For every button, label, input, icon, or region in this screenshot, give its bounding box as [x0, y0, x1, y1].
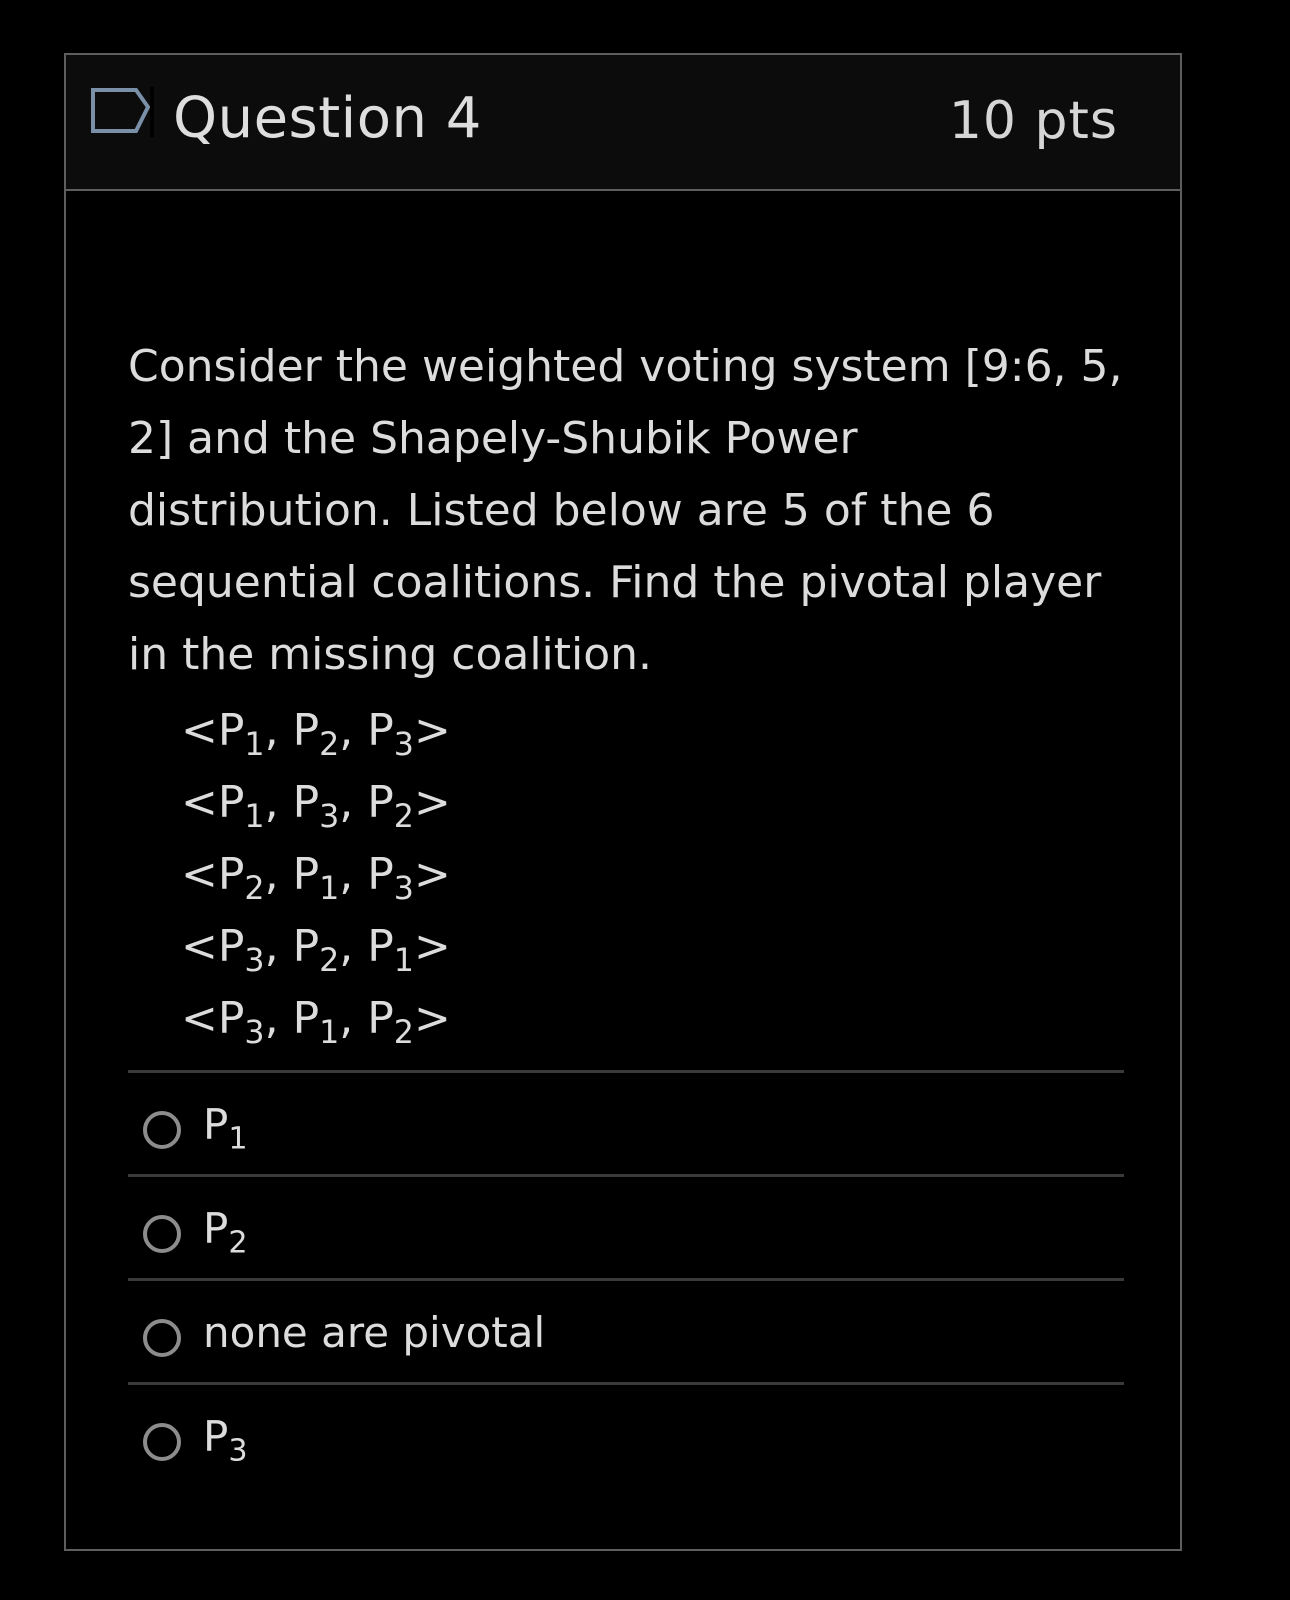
player-subscript: 3	[244, 1015, 265, 1052]
coalition-open: <	[181, 777, 218, 828]
answer-options	[128, 1070, 1124, 1486]
coalition-separator: ,	[264, 993, 293, 1044]
player-name: P	[217, 921, 245, 972]
coalition-item	[181, 767, 451, 839]
question-points: 10 pts	[948, 91, 1118, 151]
player-name: P	[203, 1100, 229, 1149]
coalition-separator: ,	[339, 849, 368, 900]
coalition-close: >	[413, 993, 451, 1044]
player-name: P	[367, 705, 394, 756]
answer-label[interactable]	[203, 1095, 248, 1155]
player-name: P	[367, 777, 394, 828]
coalition-close: >	[413, 849, 451, 900]
player-subscript: 3	[319, 799, 340, 836]
coalition-close: >	[413, 705, 451, 756]
coalition-open: <	[181, 993, 218, 1044]
player-name: P	[292, 777, 320, 828]
player-name: P	[217, 705, 245, 756]
answer-option-p2[interactable]	[128, 1174, 1124, 1278]
question-card	[64, 53, 1182, 1551]
player-name: P	[217, 993, 245, 1044]
coalition-item	[181, 695, 451, 767]
player-subscript: 2	[393, 799, 414, 836]
player-subscript: 2	[244, 871, 265, 908]
coalition-open: <	[181, 921, 218, 972]
player-subscript: 2	[319, 943, 340, 980]
player-subscript: 2	[319, 727, 340, 764]
player-subscript: 1	[228, 1121, 248, 1157]
answer-option-p3[interactable]	[128, 1382, 1124, 1486]
coalition-open: <	[181, 705, 218, 756]
coalition-close: >	[413, 777, 451, 828]
player-subscript: 3	[393, 727, 414, 764]
player-name: P	[292, 849, 320, 900]
player-name: P	[217, 777, 245, 828]
answer-option-none[interactable]	[128, 1278, 1124, 1382]
player-name: P	[292, 921, 320, 972]
coalition-item	[181, 983, 451, 1055]
coalition-separator: ,	[339, 705, 368, 756]
player-subscript: 1	[393, 943, 414, 980]
player-subscript: 1	[319, 1015, 340, 1052]
radio-unchecked-icon[interactable]	[143, 1319, 181, 1357]
coalition-separator: ,	[264, 921, 293, 972]
player-subscript: 1	[319, 871, 340, 908]
coalition-item	[181, 911, 451, 983]
player-subscript: 2	[228, 1225, 248, 1261]
answer-option-p1[interactable]	[128, 1070, 1124, 1174]
coalition-separator: ,	[339, 921, 368, 972]
player-name: P	[203, 1412, 229, 1461]
player-name: P	[292, 705, 320, 756]
radio-unchecked-icon[interactable]	[143, 1111, 181, 1149]
player-name: P	[367, 849, 394, 900]
player-name: P	[292, 993, 320, 1044]
coalition-separator: ,	[264, 777, 293, 828]
player-name: P	[217, 849, 245, 900]
coalition-separator: ,	[264, 705, 293, 756]
player-subscript: 3	[393, 871, 414, 908]
player-subscript: 3	[228, 1433, 248, 1469]
coalition-open: <	[181, 849, 218, 900]
player-subscript: 1	[244, 727, 265, 764]
coalition-list	[181, 695, 451, 1055]
player-subscript: 2	[393, 1015, 414, 1052]
question-prompt: Consider the weighted voting system [9:6, 5, 2] and the Shapely-Shubik Power distribution. Listed below are 5 of the 6 sequential coalitions. Find the pivotal player in the missing coalition.	[128, 341, 1123, 680]
coalition-close: >	[413, 921, 451, 972]
flag-question-icon[interactable]	[90, 87, 154, 137]
player-subscript: 1	[244, 799, 265, 836]
coalition-item	[181, 839, 451, 911]
radio-unchecked-icon[interactable]	[143, 1423, 181, 1461]
player-name: P	[367, 921, 394, 972]
answer-label[interactable]	[203, 1199, 248, 1259]
player-name: P	[203, 1204, 229, 1253]
coalition-separator: ,	[339, 777, 368, 828]
question-header	[66, 55, 1180, 191]
answer-label[interactable]	[203, 1407, 248, 1467]
player-subscript: 3	[244, 943, 265, 980]
question-title: Question 4	[173, 86, 482, 151]
player-name: none are pivotal	[203, 1308, 546, 1357]
coalition-separator: ,	[264, 849, 293, 900]
player-name: P	[367, 993, 394, 1044]
answer-label[interactable]	[203, 1303, 545, 1363]
coalition-separator: ,	[339, 993, 368, 1044]
radio-unchecked-icon[interactable]	[143, 1215, 181, 1253]
